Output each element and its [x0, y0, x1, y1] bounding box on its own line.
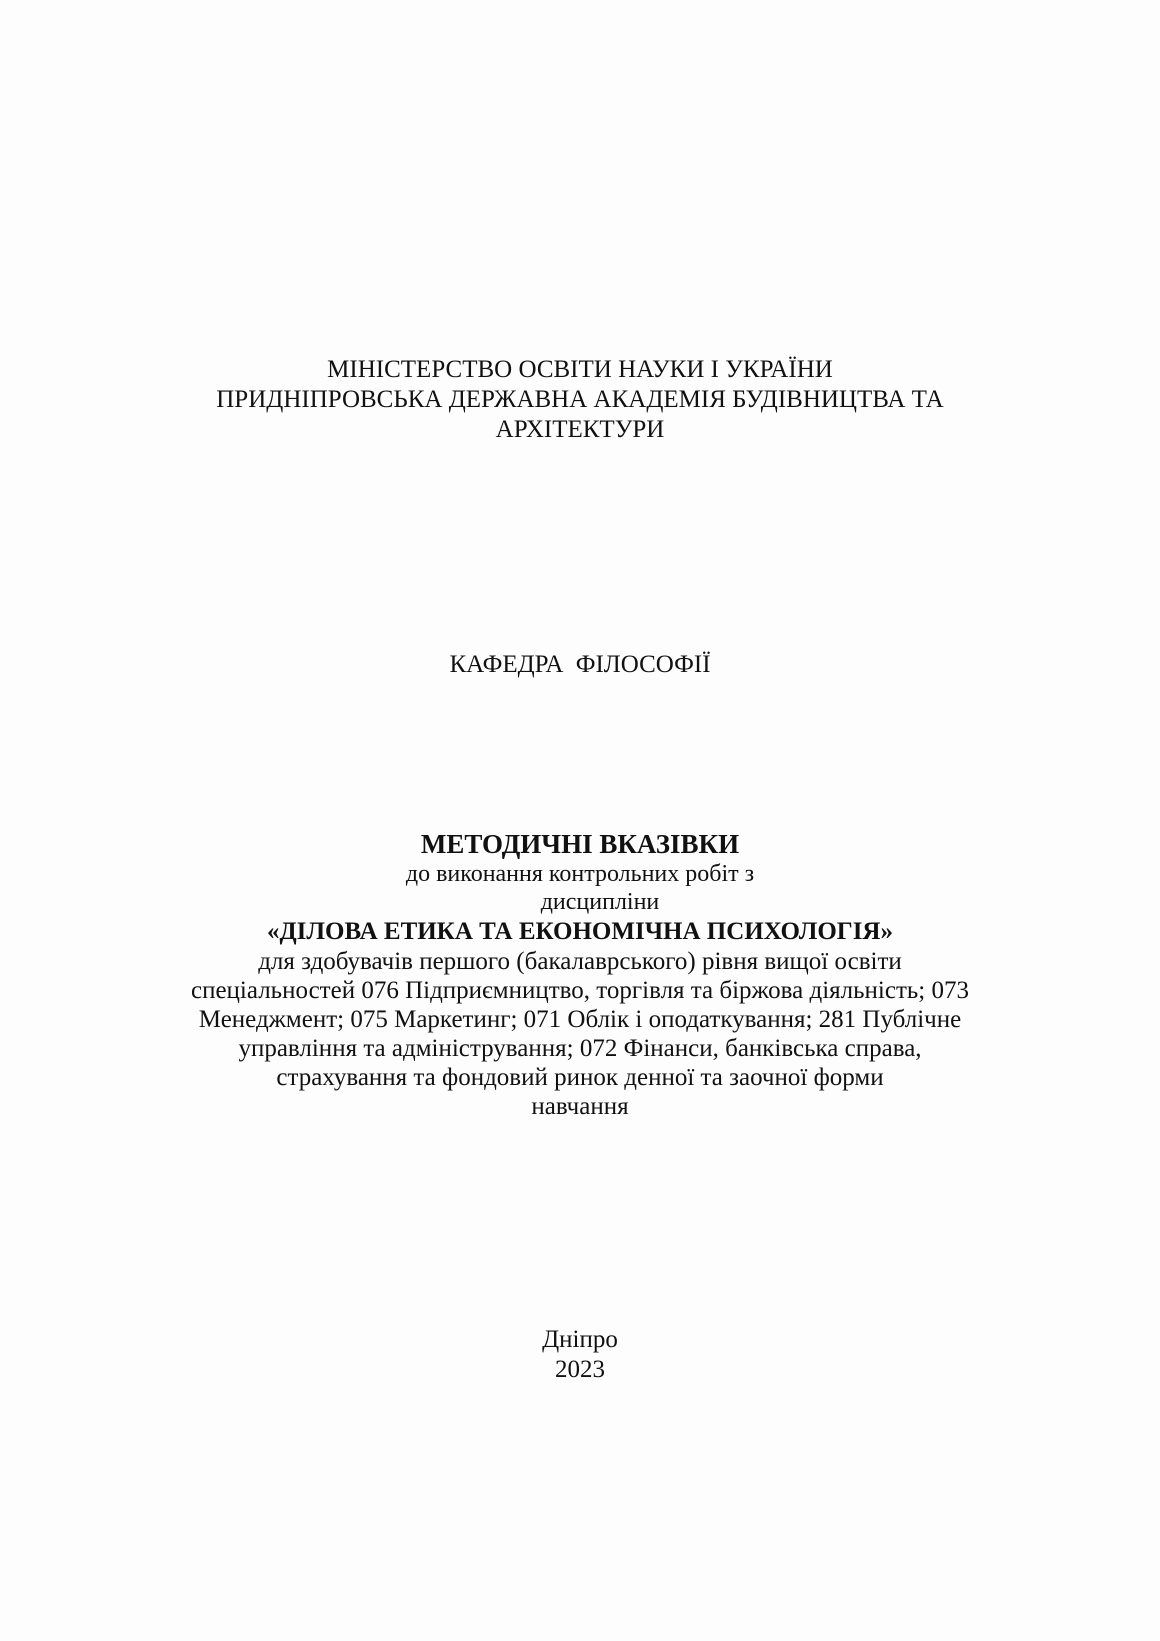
subtitle-line-1: до виконання контрольних робіт з — [405, 861, 755, 887]
department-name: КАФЕДРА ФІЛОСОФІЇ — [449, 651, 711, 678]
academy-name-line-1: ПРИДНІПРОВСЬКА ДЕРЖАВНА АКАДЕМІЯ БУДІВНИЦТВА ТА — [216, 386, 944, 413]
city: Дніпро — [542, 1326, 618, 1353]
description-line: Менеджмент; 075 Маркетинг; 071 Облік і оподаткування; 281 Публічне — [198, 1006, 962, 1033]
ministry-name: МІНІСТЕРСТВО ОСВІТИ НАУКИ І УКРАЇНИ — [327, 356, 833, 383]
description-line: спеціальностей 076 Підприємництво, торгівля та біржова діяльність; 073 — [190, 977, 969, 1004]
document-title: МЕТОДИЧНІ ВКАЗІВКИ — [420, 829, 740, 859]
academy-name-line-2: АРХІТЕКТУРИ — [495, 416, 665, 443]
subtitle-line-2: дисципліни — [540, 889, 660, 915]
year: 2023 — [555, 1356, 605, 1383]
description-line: навчання — [531, 1093, 629, 1120]
course-name: «ДІЛОВА ЕТИКА ТА ЕКОНОМІЧНА ПСИХОЛОГІЯ» — [266, 918, 893, 945]
department-block — [0, 650, 1160, 680]
description-line: страхування та фондовий ринок денної та заочної форми — [276, 1064, 884, 1091]
title-block — [0, 828, 1160, 1121]
institution-header — [0, 355, 1160, 445]
description-line: управління та адміністрування; 072 Фінанси, банківська справа, — [238, 1035, 922, 1062]
publication-footer — [0, 1325, 1160, 1385]
description-line: для здобувачів першого (бакалаврського) рівня вищої освіти — [258, 948, 902, 975]
